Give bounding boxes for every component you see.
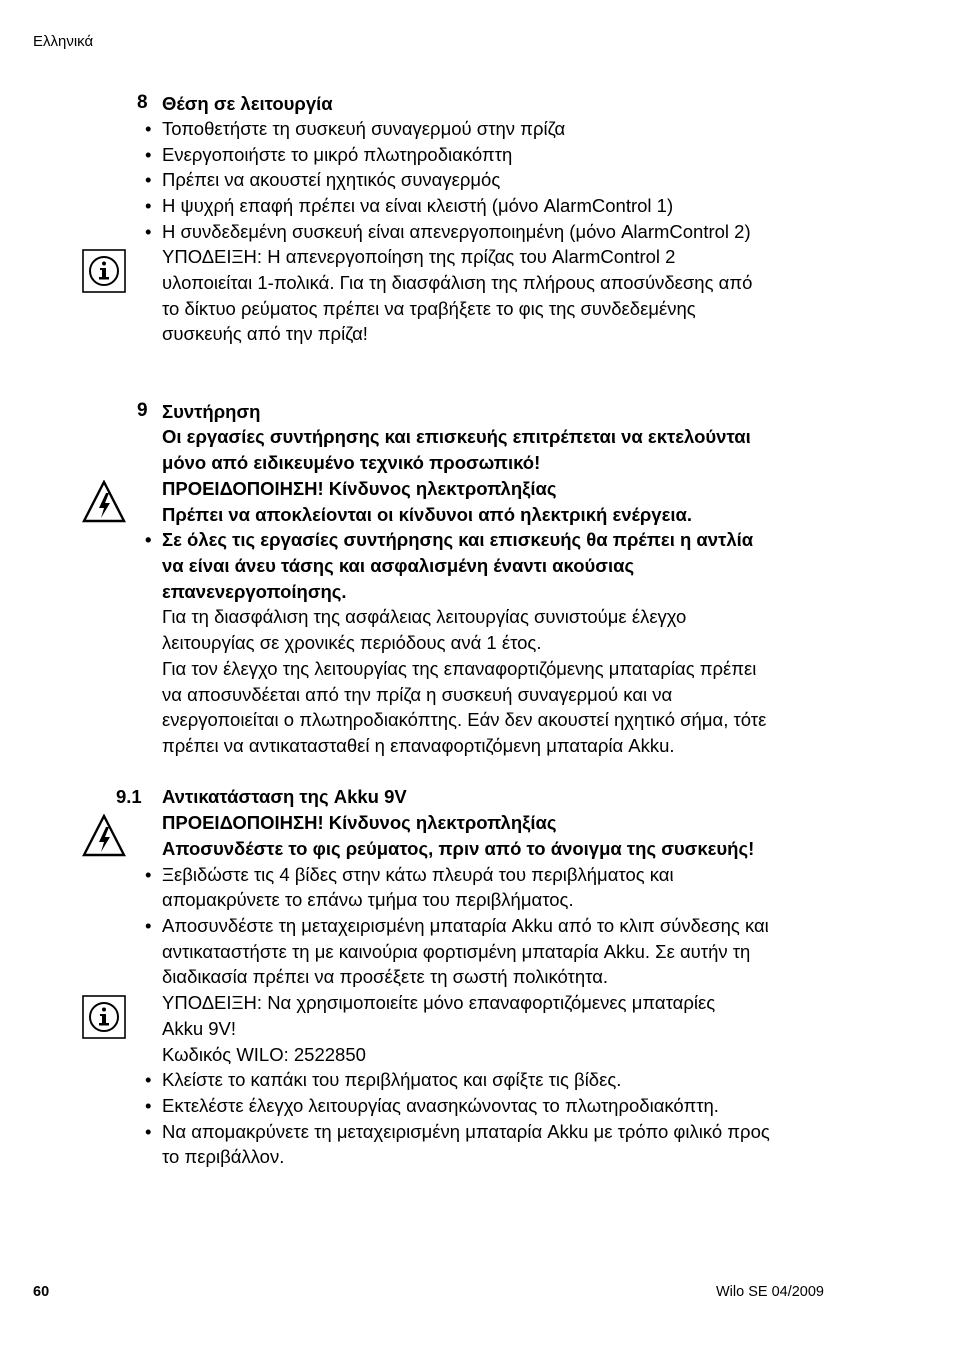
note-line: Akku 9V! (162, 1018, 237, 1039)
bullet: • (145, 864, 152, 885)
list-item: να είναι άνευ τάσης και ασφαλισμένη έναντι ακούσιας (162, 555, 635, 576)
list-item: απομακρύνετε το επάνω τμήμα του περιβλήματος. (162, 889, 574, 910)
note-line: Κωδικός WILO: 2522850 (162, 1044, 366, 1065)
electrical-warning-icon (82, 480, 126, 524)
subsection-title: Αντικατάσταση της Akku 9V (162, 786, 407, 807)
list-item: Εκτελέστε έλεγχο λειτουργίας ανασηκώνοντας το πλωτηροδιακόπτη. (162, 1095, 719, 1116)
warning-line: ΠΡΟΕΙΔΟΠΟΙΗΣΗ! Κίνδυνος ηλεκτροπληξίας (162, 478, 557, 499)
list-item: διαδικασία πρέπει να προσέξετε τη σωστή πολικότητα. (162, 966, 609, 987)
electrical-warning-icon (82, 814, 126, 858)
list-item: Ενεργοποιήστε το μικρό πλωτηροδιακόπτη (162, 144, 513, 165)
text-line: πρέπει να αντικατασταθεί η επαναφορτιζόμενη μπαταρία Akku. (162, 735, 675, 756)
bullet: • (145, 529, 152, 550)
subsection-number: 9.1 (116, 786, 142, 807)
list-item: Να απομακρύνετε τη μεταχειρισμένη μπαταρία Akku με τρόπο φιλικό προς (162, 1121, 770, 1142)
footer-publisher: Wilo SE 04/2009 (715, 1284, 824, 1300)
warning-line: Πρέπει να αποκλείονται οι κίνδυνοι από ηλεκτρική ενέργεια. (162, 504, 693, 525)
list-item: Η ψυχρή επαφή πρέπει να είναι κλειστή (μόνο AlarmControl 1) (162, 195, 674, 216)
text-line: Οι εργασίες συντήρησης και επισκευής επιτρέπεται να εκτελούνται (162, 426, 751, 447)
list-item: Ξεβιδώστε τις 4 βίδες στην κάτω πλευρά του περιβλήματος και (162, 864, 674, 885)
text-line: ενεργοποιείται ο πλωτηροδιακόπτης. Εάν δεν ακουστεί ηχητικό σήμα, τότε (162, 709, 767, 730)
section-number: 9 (137, 400, 148, 421)
bullet: • (145, 118, 152, 139)
text-line: Για τη διασφάλιση της ασφάλειας λειτουργίας συνιστούμε έλεγχο (162, 606, 687, 627)
list-item: Η συνδεδεμένη συσκευή είναι απενεργοποιημένη (μόνο AlarmControl 2) (162, 221, 751, 242)
list-item: αντικαταστήστε τη με καινούρια φορτισμένη μπαταρία Akku. Σε αυτήν τη (162, 941, 751, 962)
list-item: Αποσυνδέστε τη μεταχειρισμένη μπαταρία Akku από το κλιπ σύνδεσης και (162, 915, 769, 936)
list-item: επανενεργοποίησης. (162, 581, 347, 602)
list-item: Τοποθετήστε τη συσκευή συναγερμού στην πρίζα (162, 118, 566, 139)
text-line: Για τον έλεγχο της λειτουργίας της επαναφορτιζόμενης μπαταρίας πρέπει (162, 658, 757, 679)
list-item: Πρέπει να ακουστεί ηχητικός συναγερμός (162, 169, 501, 190)
bullet: • (145, 1095, 152, 1116)
info-icon (82, 995, 126, 1039)
info-icon (82, 249, 126, 293)
section-title: Συντήρηση (162, 401, 261, 422)
bullet: • (145, 1069, 152, 1090)
text-line: να αποσυνδέεται από την πρίζα η συσκευή συναγερμού και να (162, 684, 673, 705)
list-item: το περιβάλλον. (162, 1146, 285, 1167)
note-line: συσκευής από την πρίζα! (162, 323, 368, 344)
bullet: • (145, 1121, 152, 1142)
note-line: υλοποιείται 1-πολικά. Για τη διασφάλιση της πλήρους αποσύνδεσης από (162, 272, 753, 293)
list-item: Κλείστε το καπάκι του περιβλήματος και σφίξτε τις βίδες. (162, 1069, 622, 1090)
note-line: το δίκτυο ρεύματος πρέπει να τραβήξετε το φις της συνδεδεμένης (162, 298, 696, 319)
section-title: Θέση σε λειτουργία (162, 93, 333, 114)
bullet: • (145, 195, 152, 216)
bullet: • (145, 169, 152, 190)
page-number: 60 (33, 1284, 50, 1300)
warning-line: Αποσυνδέστε το φις ρεύματος, πριν από το άνοιγμα της συσκευής! (162, 838, 755, 859)
text-line: λειτουργίας σε χρονικές περιόδους ανά 1 έτος. (162, 632, 542, 653)
language-label: Ελληνικά (33, 33, 94, 50)
bullet: • (145, 144, 152, 165)
text-line: μόνο από ειδικευμένο τεχνικό προσωπικό! (162, 452, 541, 473)
section-number: 8 (137, 92, 148, 113)
note-line: ΥΠΟΔΕΙΞΗ: Να χρησιμοποιείτε μόνο επαναφορτιζόμενες μπαταρίες (162, 992, 716, 1013)
list-item: Σε όλες τις εργασίες συντήρησης και επισκευής θα πρέπει η αντλία (162, 529, 754, 550)
note-line: ΥΠΟΔΕΙΞΗ: Η απενεργοποίηση της πρίζας του AlarmControl 2 (162, 246, 676, 267)
warning-line: ΠΡΟΕΙΔΟΠΟΙΗΣΗ! Κίνδυνος ηλεκτροπληξίας (162, 812, 557, 833)
bullet: • (145, 221, 152, 242)
bullet: • (145, 915, 152, 936)
